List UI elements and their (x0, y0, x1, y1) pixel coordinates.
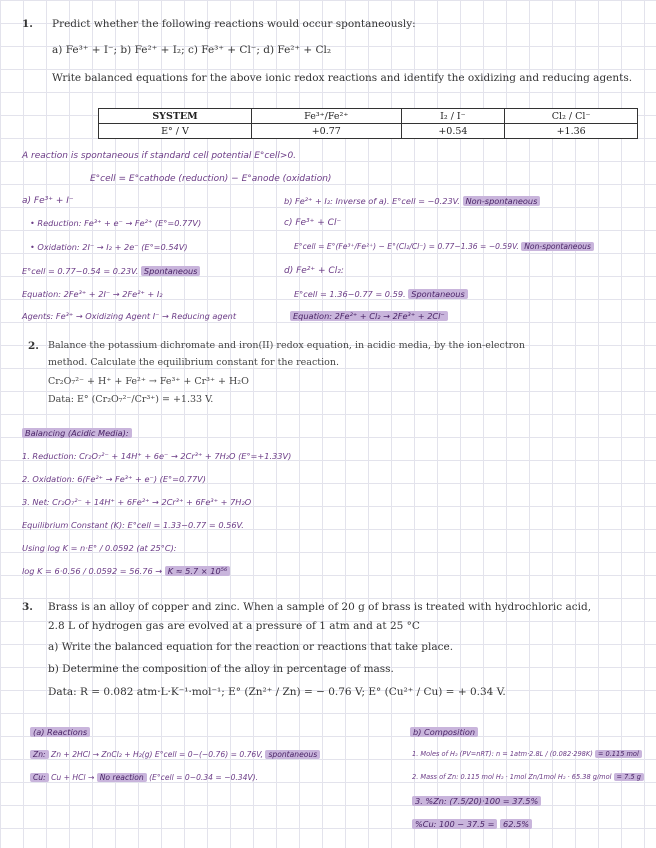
table-cell: +0.54 (401, 124, 505, 139)
q3-cu-eq: Cu + HCl → (51, 773, 95, 782)
q3-zn-label: Zn: (30, 750, 49, 759)
table-cell: SYSTEM (99, 109, 252, 124)
q2-data: Data: E° (Cr₂O₇²⁻/Cr³⁺) = +1.33 V. (48, 394, 214, 405)
q2-title (22, 428, 132, 438)
q1-d-eq-highlight: Equation: 2Fe²⁺ + Cl₂ → 2Fe³⁺ + 2Cl⁻ (290, 311, 448, 321)
q3-b-step4 (412, 819, 532, 829)
table-cell: E° / V (99, 124, 252, 139)
table-row (99, 124, 638, 139)
table-cell: I₂ / I⁻ (401, 109, 505, 124)
q1-c-text: E°cell = E°(Fe³⁺/Fe²⁺) − E°(Cl₂/Cl⁻) = 0.77−1.36 = −0.59V. (294, 242, 519, 251)
table-row (99, 109, 638, 124)
q2-number: 2. (28, 340, 39, 352)
q2-prompt-line2: method. Calculate the equilibrium constant for the reaction. (48, 357, 340, 368)
q1-c-title: c) Fe³⁺ + Cl⁻ (284, 218, 342, 228)
q3-b1-result: = 0.115 mol (595, 750, 642, 758)
q1-a-title: a) Fe³⁺ + I⁻ (22, 196, 74, 206)
q1-d-equation (290, 311, 448, 321)
q3-b1-text: 1. Moles of H₂ (PV=nRT): n = 1atm·2.8L / (0.082·298K) (412, 750, 593, 758)
q1-d-line (294, 289, 468, 299)
q3-number: 3. (22, 601, 33, 613)
q1-a-agents: Agents: Fe³⁺ → Oxidizing Agent I⁻ → Reducing agent (22, 311, 237, 321)
q2-k-line: Equilibrium Constant (K): E°cell = 1.33−0.77 = 0.56V. (22, 520, 244, 530)
q2-logk (22, 566, 230, 576)
q1-a-oxidation: • Oxidation: 2I⁻ → I₂ + 2e⁻ (E°=0.54V) (30, 242, 188, 252)
q3-cu-line (30, 773, 258, 782)
q2-using: Using log K = n·E° / 0.0592 (at 25°C): (22, 543, 177, 553)
q3-a-title-highlight: (a) Reactions (30, 727, 90, 737)
q3-zn-line (30, 750, 320, 759)
q1-d-title: d) Fe²⁺ + Cl₂: (284, 266, 344, 276)
q3-prompt-line1: Brass is an alloy of copper and zinc. When a sample of 20 g of brass is treated with hydrochloric acid, (48, 601, 592, 613)
q3-b-step1 (412, 750, 642, 758)
q1-a-equation: Equation: 2Fe³⁺ + 2I⁻ → 2Fe²⁺ + I₂ (22, 289, 163, 299)
q1-number: 1. (22, 18, 33, 30)
q2-equation: Cr₂O₇²⁻ + H⁺ + Fe²⁺ → Fe³⁺ + Cr³⁺ + H₂O (48, 376, 249, 387)
q2-oxidation: 2. Oxidation: 6(Fe²⁺ → Fe³⁺ + e⁻) (E°=0.77V) (22, 474, 206, 484)
q3-cu-verdict: No reaction (97, 773, 147, 782)
q3-zn-eq: Zn + 2HCl → ZnCl₂ + H₂(g) E°cell = 0−(−0.76) = 0.76V, (51, 750, 264, 759)
q3-data: Data: R = 0.082 atm·L·K⁻¹·mol⁻¹; E° (Zn²⁺ / Zn) = − 0.76 V; E° (Cu²⁺ / Cu) = + 0.34 V. (48, 686, 506, 698)
q2-reduction: 1. Reduction: Cr₂O₇²⁻ + 14H⁺ + 6e⁻ → 2Cr³⁺ + 7H₂O (E°=+1.33V) (22, 451, 292, 461)
q1-c-line (294, 242, 594, 251)
q1-a-ecell (22, 266, 200, 276)
q3-b-title-highlight: b) Composition (410, 727, 478, 737)
table-cell: Fe³⁺/Fe²⁺ (251, 109, 401, 124)
q3-cu-tail: (E°cell = 0−0.34 = −0.34V). (149, 773, 259, 782)
q1-a-verdict: Spontaneous (141, 266, 201, 276)
q2-prompt-line1: Balance the potassium dichromate and iron(II) redox equation, in acidic media, by the ion-electron (48, 340, 526, 351)
q3-part-a: a) Write the balanced equation for the reaction or reactions that take place. (48, 641, 454, 653)
q1-b-verdict: Non-spontaneous (463, 196, 541, 206)
table-cell: Cl₂ / Cl⁻ (505, 109, 638, 124)
q3-prompt-line2: 2.8 L of hydrogen gas are evolved at a pressure of 1 atm and at 25 °C (48, 620, 420, 632)
q1-c-verdict: Non-spontaneous (521, 242, 594, 251)
q1-a-reduction: • Reduction: Fe³⁺ + e⁻ → Fe²⁺ (E°=0.77V) (30, 218, 202, 228)
q3-b-step2 (412, 773, 644, 781)
q1-b-line (284, 196, 540, 206)
q3-cu-label: Cu: (30, 773, 49, 782)
q1-formula: E°cell = E°cathode (reduction) − E°anode (oxidation) (90, 174, 332, 184)
q1-rule: A reaction is spontaneous if standard cell potential E°cell>0. (22, 151, 297, 161)
q2-title-highlight: Balancing (Acidic Media): (22, 428, 132, 438)
q1-d-text: E°cell = 1.36−0.77 = 0.59. (294, 289, 406, 299)
q2-net: 3. Net: Cr₂O₇²⁻ + 14H⁺ + 6Fe²⁺ → 2Cr³⁺ + 6Fe³⁺ + 7H₂O (22, 497, 252, 507)
q3-part-b: b) Determine the composition of the alloy in percentage of mass. (48, 663, 394, 675)
q3-a-title (30, 727, 90, 737)
q1-instruction: Write balanced equations for the above ionic redox reactions and identify the oxidizing and reducing agents. (52, 72, 633, 84)
q3-b4-result: 62.5% (500, 819, 532, 829)
q3-b-step3 (412, 796, 541, 806)
q1-d-verdict: Spontaneous (408, 289, 468, 299)
table-cell: +1.36 (505, 124, 638, 139)
q2-k-result: K ≈ 5.7 × 10⁵⁶ (165, 566, 231, 576)
q1-b-text: b) Fe²⁺ + I₂: Inverse of a). E°cell = −0.23V. (284, 196, 460, 206)
q3-b-title (410, 727, 478, 737)
q3-b2-text: 2. Mass of Zn: 0.115 mol H₂ · 1mol Zn/1mol H₂ · 65.38 g/mol (412, 773, 612, 781)
q3-b3-highlight: 3. %Zn: (7.5/20)·100 = 37.5% (412, 796, 541, 806)
q1-prompt: Predict whether the following reactions would occur spontaneously: (52, 18, 416, 30)
redox-potential-table (98, 108, 638, 139)
table-cell: +0.77 (251, 124, 401, 139)
q1-items: a) Fe³⁺ + I⁻; b) Fe²⁺ + I₂; c) Fe³⁺ + Cl⁻; d) Fe²⁺ + Cl₂ (52, 44, 332, 56)
q3-b4-text: %Cu: 100 − 37.5 = (412, 819, 497, 829)
q3-b2-result: = 7.5 g (614, 773, 644, 781)
q3-zn-verdict: spontaneous (265, 750, 320, 759)
q1-a-ecell-text: E°cell = 0.77−0.54 = 0.23V. (22, 266, 139, 276)
q2-logk-text: log K = 6·0.56 / 0.0592 = 56.76 → (22, 566, 163, 576)
